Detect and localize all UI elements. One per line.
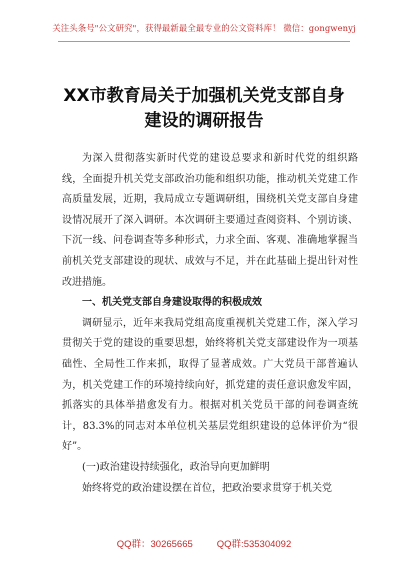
title-line-1: XX市教育局关于加强机关党支部自身: [63, 86, 345, 106]
subsection-1-paragraph: 始终将党的政治建设摆在首位，把政治要求贯穿于机关党: [82, 482, 332, 494]
document-title: [40, 84, 368, 134]
section-1-heading: 一、机关党支部自身建设取得的积极成效: [82, 297, 262, 309]
intro-paragraph: 为深入贯彻落实新时代党的建设总要求和新时代党的组织路线，全面提升机关党支部政治功能和组织功能，推动机关党建工作高质量发展，近期，我局成立专题调研组，围绕机关党支部自身建设情况展开了深入调研。本次调研主要通过查阅资料、个别访谈、下沉一线、问卷调查等多种形式，力求全面、客观、准确地掌握当前机关党支部建设的现状、成效与不足，并在此基础上提出针对性改进措施。: [62, 153, 358, 288]
footer: [0, 536, 408, 550]
document-body: [62, 149, 358, 499]
footer-qq-group-2: QQ群:535304092: [216, 539, 292, 550]
title-line-2: 建设的调研报告: [144, 111, 264, 131]
header-divider: [58, 41, 350, 42]
subsection-1-heading: (一)政治建设持续强化，政治导向更加鲜明: [82, 461, 270, 473]
section-1-paragraph: 调研显示，近年来我局党组高度重视机关党建工作，深入学习贯彻关于党的建设的重要思想，始终将机关党支部建设作为一项基础性、全局性工作来抓，取得了显著成效。广大党员干部普遍认为，机关党建工作的环境持续向好，抓党建的责任意识愈发牢固，抓落实的具体举措愈发有力。根据对机关党员干部的问卷调查统计，83.3%的同志对本单位机关基层党组织建设的总体评价为“很好”。: [62, 317, 358, 453]
header-banner: 关注头条号"公文研究"，获得最新最全最专业的公文资料库！ 微信：gongwenyj: [52, 23, 356, 33]
footer-qq-group-1: QQ群：30265665: [116, 539, 193, 550]
